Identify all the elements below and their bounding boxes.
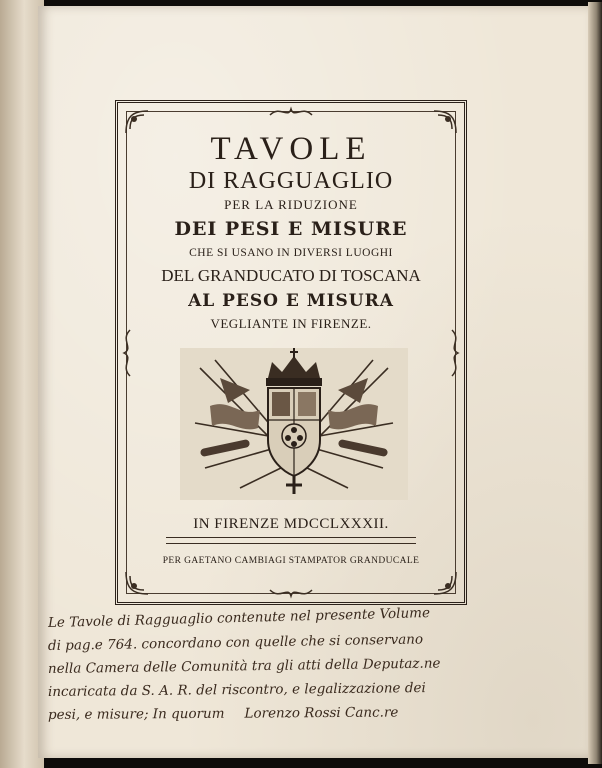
title-frame xyxy=(115,100,467,605)
title-block xyxy=(118,131,464,335)
corner-ornament-bottom-left xyxy=(122,568,152,598)
manuscript-line: nella Camera delle Comunità tra gli atti della Deputaz.ne xyxy=(47,655,441,677)
engraved-plate xyxy=(180,348,408,500)
manuscript-line xyxy=(48,700,578,727)
title-line-tavole: TAVOLE xyxy=(210,131,372,167)
corner-ornament-bottom-right xyxy=(430,568,460,598)
imprint-rule xyxy=(166,537,416,544)
right-side-ornament xyxy=(448,328,462,378)
manuscript-closing: pesi, e misure; In quorum xyxy=(47,705,225,723)
manuscript-line: di pag.e 764. concordano con quelle che si conservano xyxy=(47,631,424,654)
imprint-block xyxy=(118,513,464,570)
manuscript-signature: Lorenzo Rossi Canc.re xyxy=(244,704,399,722)
imprint-city-date: IN FIRENZE MDCCLXXXII. xyxy=(193,516,389,532)
imprint-printer: PER GAETANO CAMBIAGI STAMPATOR GRANDUCALE xyxy=(162,556,420,566)
title-line-luoghi: CHE SI USANO IN DIVERSI LUOGHI xyxy=(189,247,393,259)
top-center-ornament xyxy=(268,105,314,119)
title-line-pesi-misure: DEI PESI E MISURE xyxy=(174,218,408,240)
bottom-center-ornament xyxy=(268,586,314,600)
manuscript-note xyxy=(47,604,578,727)
right-page-edge xyxy=(588,2,602,764)
title-line-ragguaglio: DI RAGGUAGLIO xyxy=(188,168,394,194)
left-side-ornament xyxy=(120,328,134,378)
manuscript-line: Le Tavole di Ragguaglio contenute nel presente Volume xyxy=(47,604,431,631)
manuscript-line: incaricata da S. A. R. del riscontro, e legalizzazione dei xyxy=(47,680,426,700)
title-line-peso-misura: AL PESO E MISURA xyxy=(188,291,394,311)
coat-of-arms-emblem xyxy=(180,348,408,500)
title-line-riduzione: PER LA RIDUZIONE xyxy=(224,197,358,212)
title-line-vegliante: VEGLIANTE IN FIRENZE. xyxy=(210,316,372,331)
title-line-granducato: DEL GRANDUCATO DI TOSCANA xyxy=(161,266,421,285)
